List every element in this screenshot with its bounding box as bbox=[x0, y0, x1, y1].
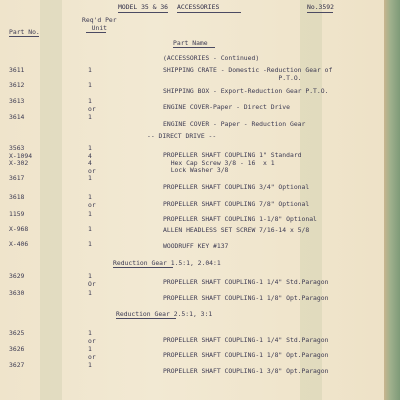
header-underline bbox=[177, 12, 241, 13]
row-part: 3627 bbox=[9, 361, 25, 369]
row-desc: ENGINE COVER-Paper - Direct Drive bbox=[163, 103, 290, 111]
row-qty: 1 bbox=[88, 361, 92, 369]
column-underline bbox=[86, 32, 106, 33]
row-qty: 1 bbox=[88, 225, 92, 233]
row-qty: 1 or bbox=[88, 345, 96, 361]
row-desc: PROPELLER SHAFT COUPLING 1-1/8" Optional bbox=[163, 215, 317, 223]
tape-strip bbox=[40, 0, 62, 400]
row-desc: ALLEN HEADLESS SET SCREW 7/16-14 x 5/8 bbox=[163, 226, 310, 234]
row-desc: PROPELLER SHAFT COUPLING-1 1/8" Opt.Paragon bbox=[163, 351, 329, 359]
row-qty: 1 or bbox=[88, 193, 96, 209]
row-part: 3611 bbox=[9, 66, 25, 74]
row-desc: (ACCESSORIES - Continued) bbox=[163, 54, 260, 62]
row-desc: ENGINE COVER - Paper - Reduction Gear bbox=[163, 120, 306, 128]
section-heading-direct-drive: -- DIRECT DRIVE -- bbox=[147, 132, 217, 140]
row-desc: PROPELLER SHAFT COUPLING 1" Standard Hex Cap Screw 3/8 - 16 x 1 Lock Washer 3/8 bbox=[163, 151, 302, 174]
row-part: 3612 bbox=[9, 81, 25, 89]
row-part: 1159 bbox=[9, 210, 25, 218]
section-underline bbox=[113, 267, 173, 268]
row-desc: PROPELLER SHAFT COUPLING-1 3/8" Opt.Paragon bbox=[163, 367, 329, 375]
page-edge bbox=[384, 0, 400, 400]
row-desc: PROPELLER SHAFT COUPLING 3/4" Optional bbox=[163, 183, 310, 191]
column-underline bbox=[9, 36, 39, 37]
row-qty: 1 or bbox=[88, 97, 96, 113]
row-part: 3630 bbox=[9, 289, 25, 297]
column-part-name: Part Name bbox=[173, 39, 208, 47]
row-part: 3613 bbox=[9, 97, 25, 105]
section-heading-reduction-gear-2: Reduction Gear 2.5:1, 3:1 bbox=[116, 310, 213, 318]
row-qty: 1 Or bbox=[88, 272, 96, 288]
row-desc: SHIPPING CRATE - Domestic -Reduction Gear of P.T.O. bbox=[163, 66, 333, 82]
row-desc: WOODRUFF KEY #137 bbox=[163, 242, 229, 250]
header-model: MODEL 35 & 36 bbox=[118, 3, 169, 11]
row-part: 3618 bbox=[9, 193, 25, 201]
column-reqd-per-unit: Req'd Per Unit bbox=[82, 16, 117, 32]
row-qty: 1 bbox=[88, 81, 92, 89]
header-number: No.3592 bbox=[307, 3, 334, 11]
row-part: 3629 bbox=[9, 272, 25, 280]
row-qty: 1 4 4 or 1 bbox=[88, 144, 96, 182]
header-section: ACCESSORIES bbox=[177, 3, 220, 11]
row-qty: 1 bbox=[88, 289, 92, 297]
row-part: 3626 bbox=[9, 345, 25, 353]
column-part-no: Part No. bbox=[9, 28, 40, 36]
header-underline bbox=[307, 12, 333, 13]
row-part: 3625 bbox=[9, 329, 25, 337]
row-qty: 1 bbox=[88, 240, 92, 248]
row-qty: 1 or bbox=[88, 329, 96, 345]
row-desc: PROPELLER SHAFT COUPLING-1 1/4" Std.Paragon bbox=[163, 336, 329, 344]
row-desc: PROPELLER SHAFT COUPLING 7/8" Optional bbox=[163, 200, 310, 208]
column-underline bbox=[173, 47, 215, 48]
row-part: X-968 bbox=[9, 225, 29, 233]
row-part: X-406 bbox=[9, 240, 29, 248]
row-desc: SHIPPING BOX - Export-Reduction Gear P.T.O. bbox=[163, 87, 329, 95]
section-heading-reduction-gear-1: Reduction Gear 1.5:1, 2.04:1 bbox=[113, 259, 221, 267]
row-part: 3614 bbox=[9, 113, 25, 121]
header-underline bbox=[118, 12, 168, 13]
row-desc: PROPELLER SHAFT COUPLING-1 1/8" Opt.Paragon bbox=[163, 294, 329, 302]
row-part: 3563 X-1094 X-302 3617 bbox=[9, 144, 33, 182]
row-qty: 1 bbox=[88, 113, 92, 121]
row-qty: 1 bbox=[88, 210, 92, 218]
row-qty: 1 bbox=[88, 66, 92, 74]
row-desc: PROPELLER SHAFT COUPLING-1 1/4" Std.Paragon bbox=[163, 278, 329, 286]
section-underline bbox=[116, 318, 176, 319]
